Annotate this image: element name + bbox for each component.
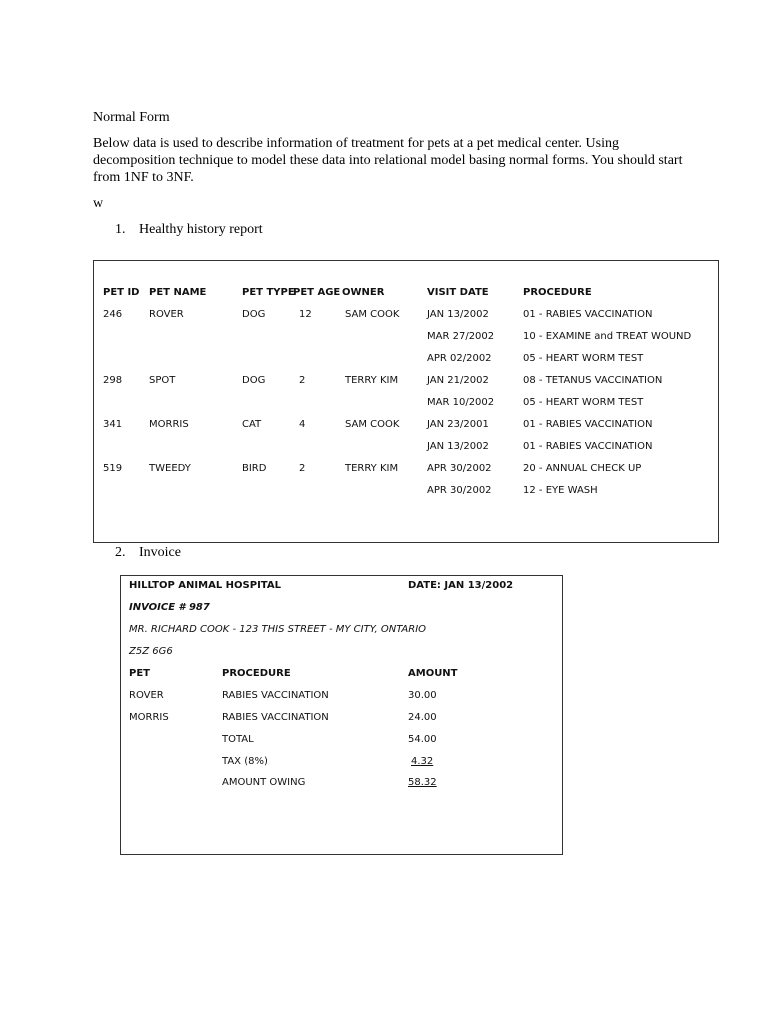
col-header-visit-date: VISIT DATE (427, 287, 489, 298)
invoice-cell-pet: ROVER (129, 690, 164, 701)
cell-owner: SAM COOK (345, 419, 400, 430)
section-title: Invoice (139, 545, 181, 560)
cell-procedure: 05 - HEART WORM TEST (523, 353, 644, 364)
cell-pet-name: ROVER (149, 309, 184, 320)
col-header-pet-type: PET TYPE (242, 287, 295, 298)
col-header-pet-id: PET ID (103, 287, 140, 298)
col-header-owner: OWNER (342, 287, 385, 298)
section-title: Healthy history report (139, 222, 263, 237)
invoice-col-header-amount: AMOUNT (408, 668, 458, 679)
cell-visit-date: APR 30/2002 (427, 485, 492, 496)
invoice-owing-value: 58.32 (408, 777, 437, 788)
col-header-procedure: PROCEDURE (523, 287, 592, 298)
cell-pet-age: 2 (299, 375, 306, 386)
cell-pet-name: MORRIS (149, 419, 189, 430)
cell-pet-name: TWEEDY (149, 463, 191, 474)
cell-visit-date: MAR 27/2002 (427, 331, 495, 342)
invoice-cell-pet: MORRIS (129, 712, 169, 723)
invoice-tax-value: 4.32 (411, 756, 434, 767)
cell-visit-date: JAN 13/2002 (427, 309, 489, 320)
invoice-cell-amount: 30.00 (408, 690, 437, 701)
invoice-address-line1: MR. RICHARD COOK - 123 THIS STREET - MY CITY, ONTARIO (129, 624, 427, 635)
cell-pet-name: SPOT (149, 375, 176, 386)
cell-procedure: 12 - EYE WASH (523, 485, 598, 496)
section-number: 2. (115, 545, 126, 560)
cell-pet-id: 298 (103, 375, 123, 386)
cell-owner: TERRY KIM (345, 463, 399, 474)
cell-procedure: 01 - RABIES VACCINATION (523, 419, 653, 430)
invoice-number: INVOICE # 987 (129, 602, 210, 613)
cell-procedure: 08 - TETANUS VACCINATION (523, 375, 663, 386)
cell-pet-age: 12 (299, 309, 312, 320)
invoice-col-header-procedure: PROCEDURE (222, 668, 291, 679)
section-number: 1. (115, 222, 126, 237)
history-report-table (93, 260, 719, 543)
cell-procedure: 01 - RABIES VACCINATION (523, 441, 653, 452)
intro-paragraph: Below data is used to describe information of treatment for pets at a pet medical center. Using decomposition technique to model these data into relational model basing normal forms. You should start from 1NF to 3NF. (93, 136, 683, 185)
cell-owner: SAM COOK (345, 309, 400, 320)
col-header-pet-name: PET NAME (149, 287, 207, 298)
cell-pet-id: 246 (103, 309, 123, 320)
cell-visit-date: JAN 13/2002 (427, 441, 489, 452)
col-header-pet-age: PET AGE (293, 287, 341, 298)
cell-pet-type: DOG (242, 375, 266, 386)
cell-pet-age: 4 (299, 419, 306, 430)
invoice-box (120, 575, 563, 855)
cell-procedure: 20 - ANNUAL CHECK UP (523, 463, 642, 474)
cell-pet-age: 2 (299, 463, 306, 474)
cell-procedure: 01 - RABIES VACCINATION (523, 309, 653, 320)
invoice-cell-procedure: RABIES VACCINATION (222, 690, 329, 701)
cell-visit-date: JAN 21/2002 (427, 375, 489, 386)
cell-visit-date: APR 30/2002 (427, 463, 492, 474)
cell-visit-date: MAR 10/2002 (427, 397, 495, 408)
invoice-address-line2: Z5Z 6G6 (129, 646, 173, 657)
invoice-cell-amount: 24.00 (408, 712, 437, 723)
cell-procedure: 10 - EXAMINE and TREAT WOUND (523, 331, 692, 342)
invoice-owing-label: AMOUNT OWING (222, 777, 306, 788)
cell-pet-type: DOG (242, 309, 266, 320)
cell-procedure: 05 - HEART WORM TEST (523, 397, 644, 408)
section-heading-invoice (115, 544, 181, 561)
cell-pet-id: 519 (103, 463, 123, 474)
cell-pet-type: BIRD (242, 463, 267, 474)
invoice-col-header-pet: PET (129, 668, 150, 679)
invoice-date: DATE: JAN 13/2002 (408, 580, 514, 591)
cell-pet-id: 341 (103, 419, 123, 430)
invoice-hospital-name: HILLTOP ANIMAL HOSPITAL (129, 580, 281, 591)
page-heading: Normal Form (93, 110, 170, 125)
invoice-total-value: 54.00 (408, 734, 437, 745)
cell-owner: TERRY KIM (345, 375, 399, 386)
stray-character: w (93, 196, 104, 211)
cell-visit-date: APR 02/2002 (427, 353, 492, 364)
invoice-total-label: TOTAL (222, 734, 254, 745)
cell-pet-type: CAT (242, 419, 262, 430)
cell-visit-date: JAN 23/2001 (427, 419, 489, 430)
section-heading-history (115, 221, 263, 238)
invoice-tax-label: TAX (8%) (222, 756, 268, 767)
invoice-cell-procedure: RABIES VACCINATION (222, 712, 329, 723)
